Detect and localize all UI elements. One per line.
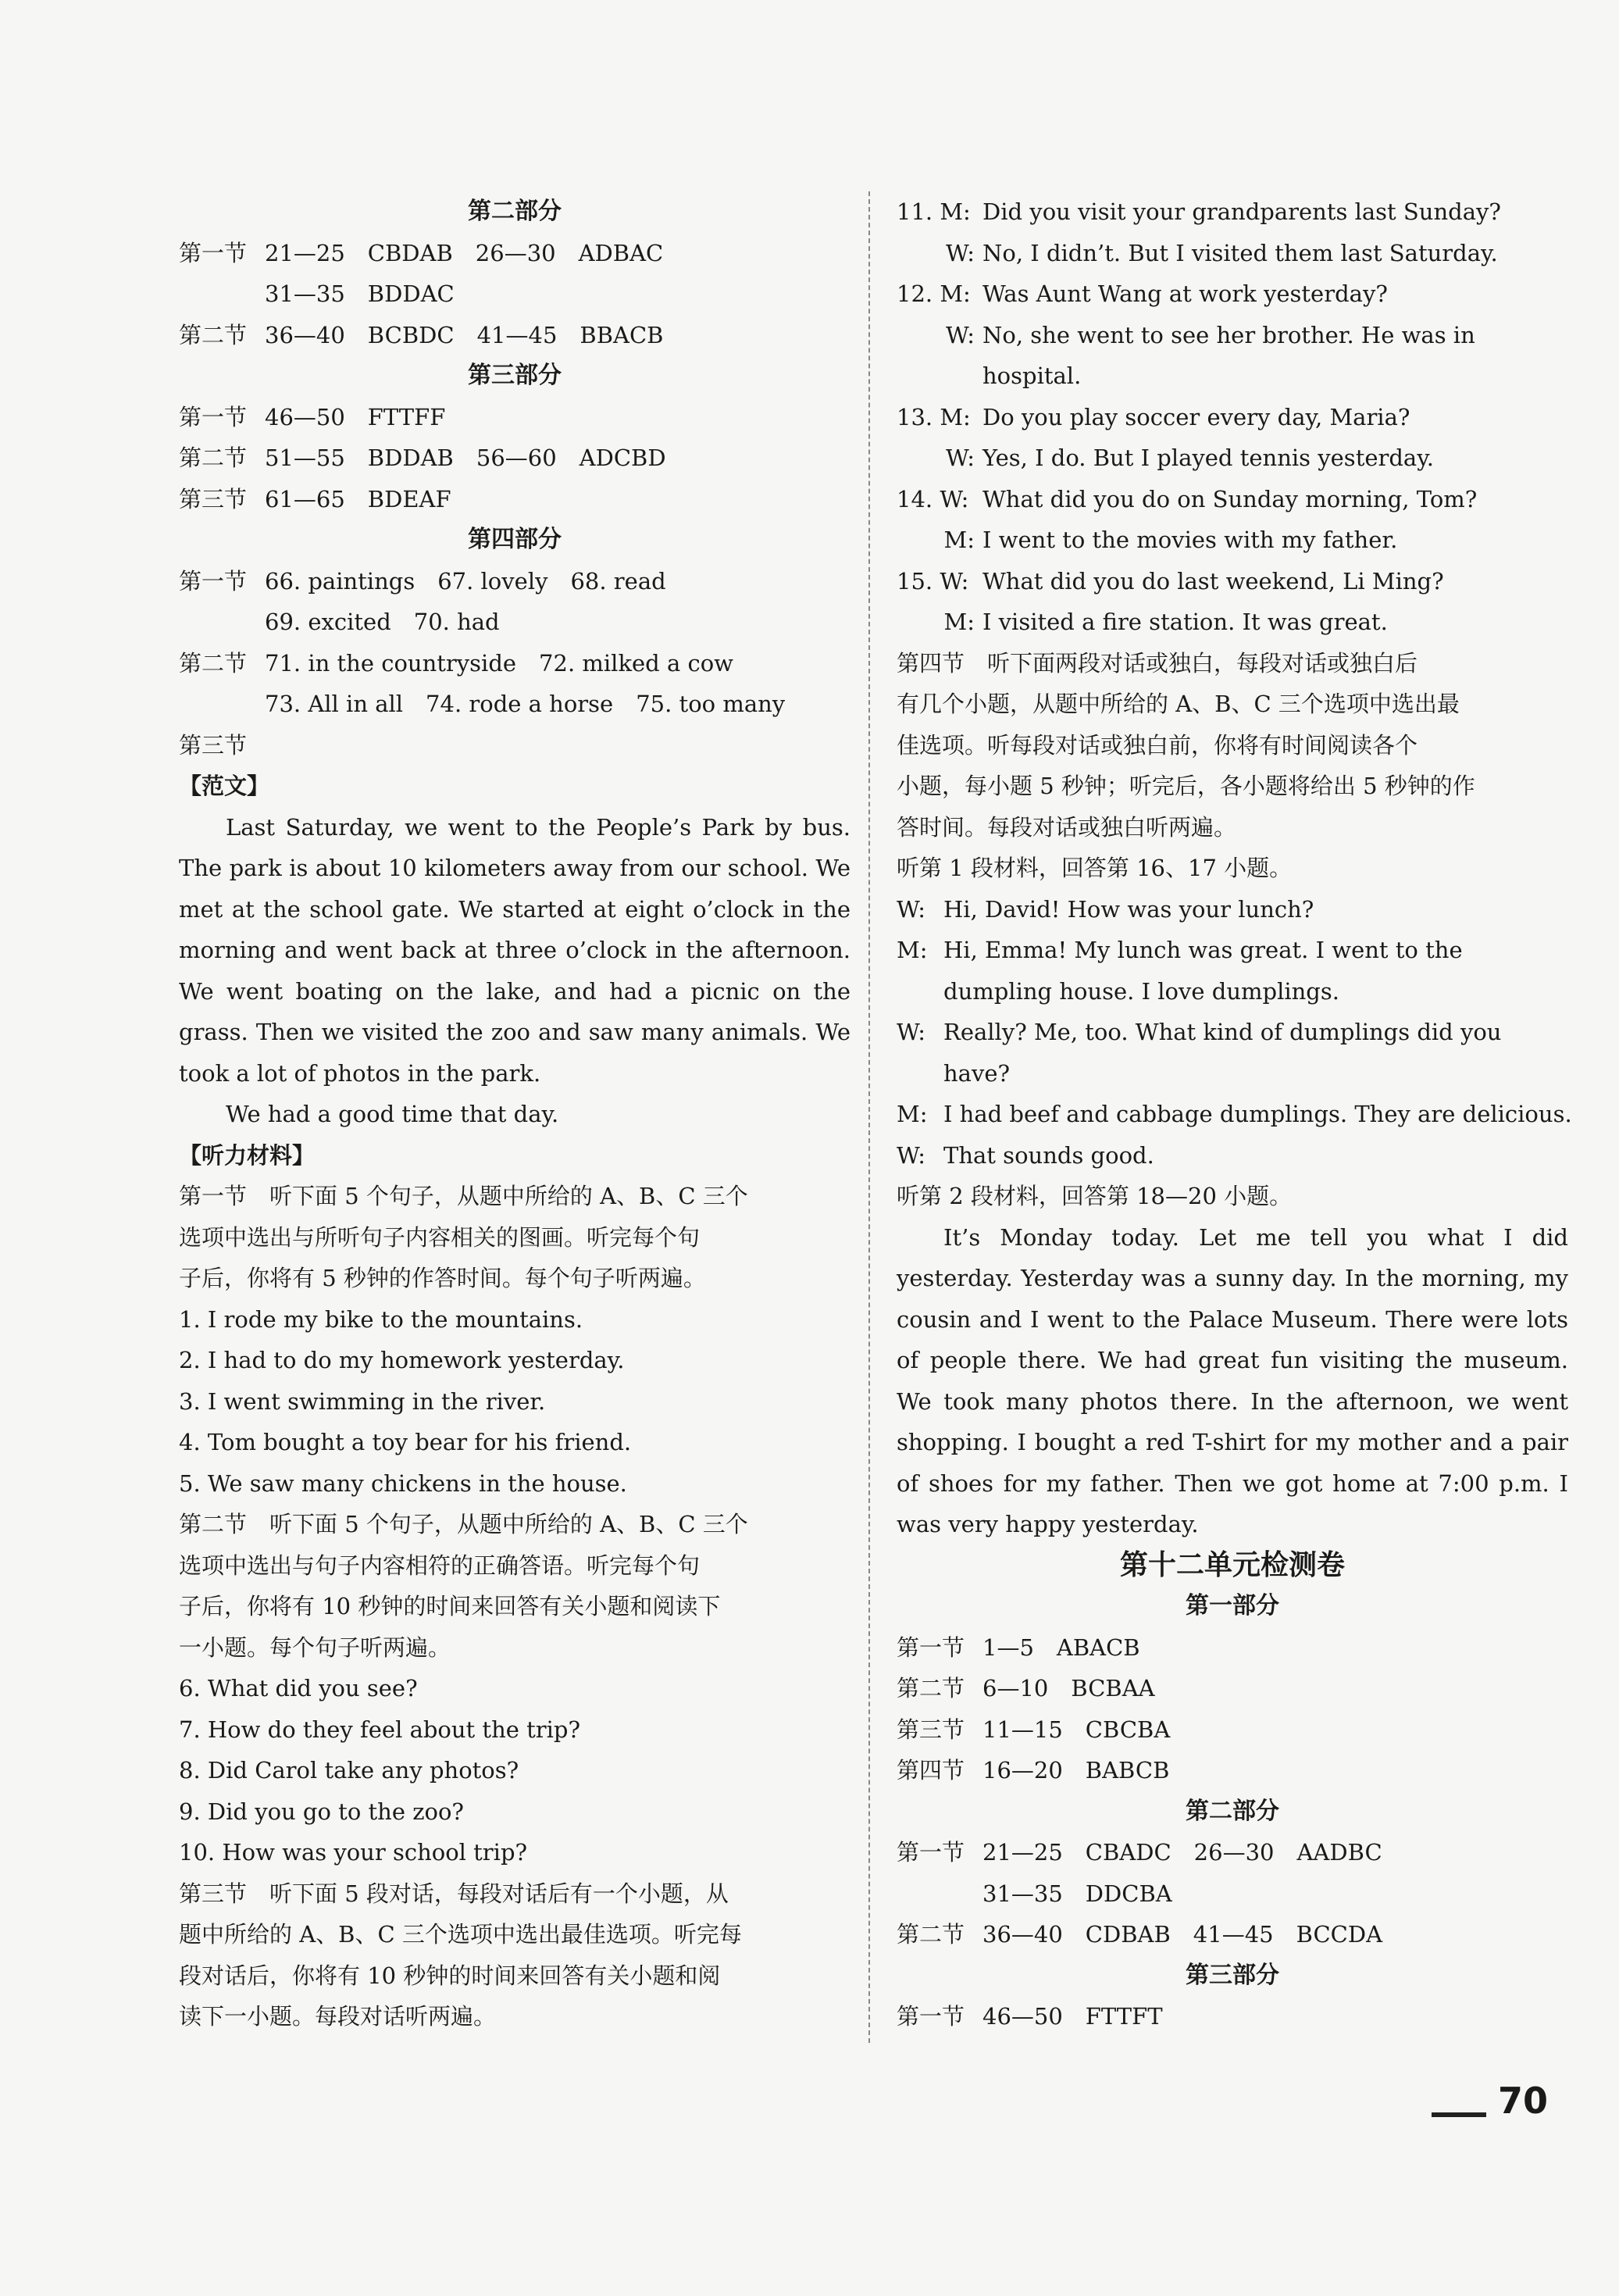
page-number: 70 [1498, 2080, 1549, 2122]
essay-line: morning and went back at three o’clock in the afternoon. [179, 937, 851, 963]
answer-row: 第三节 61—65 BDEAF [179, 485, 451, 512]
monologue-line: cousin and I went to the Palace Museum. There were lots [897, 1305, 1568, 1333]
sentence-line: 3. I went swimming in the river. [179, 1387, 546, 1415]
answer-row: 第二节 36—40 BCBDC 41—45 BBACB [179, 321, 664, 348]
right-column [897, 191, 1572, 2037]
section-heading: 第二部分 [468, 198, 562, 225]
dialog-line: have? [943, 1059, 1011, 1087]
instruction-line: 小题，每小题 5 秒钟；听完后，各小题将给出 5 秒钟的作 [897, 773, 1475, 799]
monologue-line: of people there. We had great fun visiting the museum. [897, 1347, 1568, 1373]
sentence-line: 6. What did you see? [179, 1675, 418, 1701]
instruction-line: 选项中选出与句子内容相符的正确答语。听完每个句 [179, 1551, 701, 1579]
instruction-line: 子后，你将有 10 秒钟的时间来回答有关小题和阅读下 [179, 1593, 721, 1619]
essay-line: Last Saturday, we went to the People’s Park by bus. [226, 813, 851, 841]
dialog-line: M: Hi, Emma! My lunch was great. I went to the [897, 937, 1463, 963]
section-heading: 第一部分 [1186, 1592, 1279, 1619]
dialog-line: W: No, I didn’t. But I visited them last Saturday. [945, 239, 1498, 266]
sentence-line: 8. Did Carol take any photos? [179, 1757, 519, 1784]
page-number-dash [1432, 2112, 1486, 2117]
answer-row: 第一节 21—25 CBADC 26—30 AADBC [897, 1839, 1382, 1866]
unit-title: 第十二单元检测卷 [1119, 1548, 1345, 1581]
section-heading: 第二部分 [1186, 1797, 1279, 1825]
essay-line: We went boating on the lake, and had a picnic on the [179, 977, 851, 1005]
dialog-line: W: Yes, I do. But I played tennis yesterday. [945, 445, 1434, 471]
answer-row: 第二节 6—10 BCBAA [897, 1675, 1155, 1701]
instruction-line: 段对话后，你将有 10 秒钟的时间来回答有关小题和阅 [179, 1962, 721, 1989]
section-heading: 第四部分 [468, 526, 562, 553]
answer-row: 第二节 36—40 CDBAB 41—45 BCCDA [897, 1921, 1383, 1948]
dialog-line: 11. M: Did you visit your grandparents last Sunday? [897, 198, 1501, 225]
instruction-line: 第一节 听下面 5 个句子，从题中所给的 A、B、C 三个 [179, 1183, 748, 1209]
answer-row: 第三节 11—15 CBCBA [897, 1716, 1171, 1743]
dialog-line: 12. M: Was Aunt Wang at work yesterday? [897, 280, 1388, 307]
answer-row: 第二节 51—55 BDDAB 56—60 ADCBD [179, 445, 666, 471]
essay-line: We had a good time that day. [226, 1101, 559, 1127]
answer-row: 第一节 66. paintings 67. lovely 68. read [179, 567, 666, 595]
dialog-line: W: That sounds good. [897, 1141, 1154, 1169]
dialog-line: dumpling house. I love dumplings. [943, 977, 1339, 1005]
instruction-line: 第三节 听下面 5 段对话，每段对话后有一个小题，从 [179, 1880, 729, 1907]
instruction-line: 读下一小题。每段对话听两遍。 [179, 2003, 497, 2030]
answer-row: 第二节 71. in the countryside 72. milked a cow [179, 649, 733, 677]
dialog-line: W: Really? Me, too. What kind of dumplings did you [897, 1019, 1502, 1045]
instruction-line: 一小题。每个句子听两遍。 [179, 1634, 451, 1661]
answer-row: 31—35 DDCBA [982, 1880, 1172, 1907]
sentence-line: 4. Tom bought a toy bear for his friend. [179, 1429, 632, 1455]
dialog-line: W: No, she went to see her brother. He was in [945, 321, 1475, 348]
essay-tag: 【范文】 [179, 773, 270, 799]
instruction-line: 子后，你将有 5 秒钟的作答时间。每个句子听两遍。 [179, 1265, 706, 1291]
answer-row: 第三节 [179, 731, 248, 759]
monologue-line: was very happy yesterday. [897, 1511, 1199, 1537]
section-heading: 第三部分 [468, 362, 562, 389]
sentence-line: 10. How was your school trip? [179, 1839, 528, 1866]
sentence-line: 7. How do they feel about the trip? [179, 1716, 581, 1743]
monologue-line: We took many photos there. In the afternoon, we went [897, 1387, 1568, 1415]
dialog-line: M: I visited a fire station. It was great. [943, 609, 1388, 635]
essay-line: met at the school gate. We started at eight o’clock in the [179, 895, 851, 923]
dialog-line: 13. M: Do you play soccer every day, Maria? [897, 403, 1410, 430]
dialog-line: 15. W: What did you do last weekend, Li Ming? [897, 567, 1444, 595]
monologue-line: shopping. I bought a red T-shirt for my mother and a pair [897, 1429, 1568, 1455]
material-title: 听第 2 段材料，回答第 18—20 小题。 [897, 1183, 1293, 1209]
instruction-line: 题中所给的 A、B、C 三个选项中选出最佳选项。听完每 [179, 1921, 742, 1948]
material-title: 听第 1 段材料，回答第 16、17 小题。 [897, 855, 1293, 881]
essay-line: grass. Then we visited the zoo and saw many animals. We [179, 1019, 851, 1045]
dialog-line: 14. W: What did you do on Sunday morning, Tom? [897, 485, 1478, 512]
instruction-line: 佳选项。听每段对话或独白前，你将有时间阅读各个 [897, 731, 1418, 759]
monologue-line: yesterday. Yesterday was a sunny day. In the morning, my [897, 1265, 1568, 1291]
instruction-line: 第四节 听下面两段对话或独白，每段对话或独白后 [897, 649, 1418, 677]
dialog-line: hospital. [982, 362, 1082, 389]
answer-row: 第一节 46—50 FTTFF [179, 403, 446, 430]
sentence-line: 9. Did you go to the zoo? [179, 1798, 464, 1825]
listening-tag: 【听力材料】 [179, 1141, 316, 1169]
dialog-line: M: I had beef and cabbage dumplings. They are delicious. [897, 1101, 1572, 1127]
column-divider [868, 191, 870, 2043]
instruction-line: 答时间。每段对话或独白听两遍。 [897, 813, 1237, 841]
answer-row: 31—35 BDDAC [265, 280, 455, 307]
dialog-line: M: I went to the movies with my father. [943, 527, 1398, 553]
dialog-line: W: Hi, David! How was your lunch? [897, 895, 1314, 923]
sentence-line: 1. I rode my bike to the mountains. [179, 1305, 583, 1333]
monologue-line: It’s Monday today. Let me tell you what I did [943, 1223, 1568, 1251]
essay-line: took a lot of photos in the park. [179, 1059, 541, 1087]
sentence-line: 5. We saw many chickens in the house. [179, 1469, 627, 1497]
instruction-line: 第二节 听下面 5 个句子，从题中所给的 A、B、C 三个 [179, 1511, 748, 1537]
instruction-line: 选项中选出与所听句子内容相关的图画。听完每个句 [179, 1223, 701, 1251]
answer-row: 73. All in all 74. rode a horse 75. too many [265, 691, 786, 717]
answer-row: 第一节 46—50 FTTFT [897, 2003, 1163, 2030]
answer-row: 69. excited 70. had [265, 609, 500, 635]
sentence-line: 2. I had to do my homework yesterday. [179, 1347, 625, 1373]
essay-line: The park is about 10 kilometers away from our school. We [179, 855, 851, 881]
left-column [179, 191, 851, 2037]
monologue-line: of shoes for my father. Then we got home at 7:00 p.m. I [897, 1469, 1568, 1497]
answer-row: 第四节 16—20 BABCB [897, 1757, 1170, 1784]
answer-row: 第一节 21—25 CBDAB 26—30 ADBAC [179, 239, 664, 266]
section-heading: 第三部分 [1186, 1961, 1279, 1989]
instruction-line: 有几个小题，从题中所给的 A、B、C 三个选项中选出最 [897, 691, 1460, 717]
answer-row: 第一节 1—5 ABACB [897, 1634, 1140, 1661]
